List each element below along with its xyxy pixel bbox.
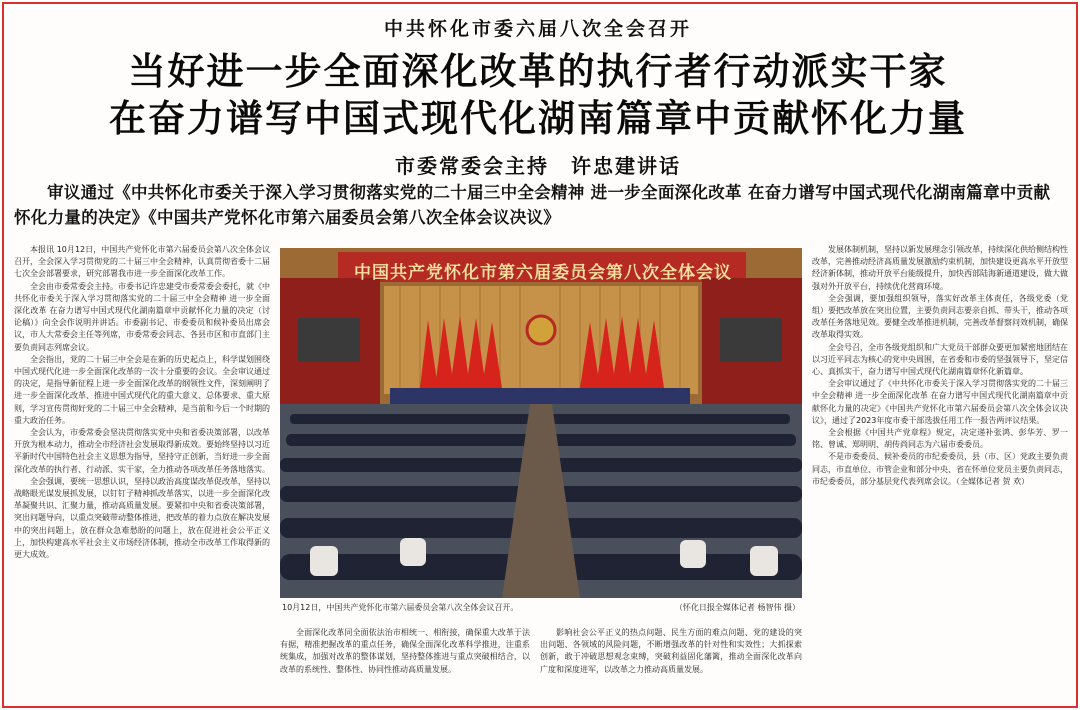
side-screen-right: [720, 318, 782, 362]
photo-credit: （怀化日报全媒体记者 杨智伟 摄）: [674, 603, 800, 612]
article-paragraph: 全会号召，全市各级党组织和广大党员干部群众要更加紧密地团结在以习近平同志为核心的党中央周围，在省委和市委的坚强领导下，坚定信心、真抓实干，奋力谱写中国式现代化湖南篇章怀化新篇章。: [812, 342, 1068, 377]
party-emblem: [527, 316, 555, 344]
article-paragraph: 本报讯 10月12日，中国共产党怀化市第六届委员会第八次全体会议召开，全会深入学习贯彻党的二十届三中全会精神，认真贯彻省委十二届七次全会部署要求，研究部署我市进一步全面深化改革工作。: [14, 245, 270, 279]
headline-line-2: 在奋力谱写中国式现代化湖南篇章中贡献怀化力量: [109, 97, 967, 140]
article-column-mid-1: [280, 627, 530, 692]
article-paragraph: 全会认为，市委常委会坚决贯彻落实党中央和省委决策部署，以改革开放为根本动力，推动全市经济社会发展取得新成效。要始终坚持以习近平新时代中国特色社会主义思想为指导，坚持守正创新，当好进一步全面深化改革的执行者、行动派、实干家，全力推动各项改革任务落地落实。: [14, 428, 270, 474]
article-column-right: [812, 244, 1068, 692]
article-column-left: [14, 244, 270, 692]
article-paragraph: 全会由市委常委会主持。市委书记许忠建受市委常委会委托，就《中共怀化市委关于深入学习贯彻落实党的二十届三中全会精神 进一步全面深化改革 在奋力谱写中国式现代化湖南篇章中贡献怀化力量的决定（讨论稿）》向全会作说明并讲话。市委副书记、市委委员和候补委员出席会议，市人大常委会主任等列席，市委常委会同志、各县市区和市直部门主要负责同志列席会议。: [14, 281, 270, 352]
article-paragraph: 全会强调，要加强组织领导，落实好改革主体责任，各级党委（党组）要把改革放在突出位置，主要负责同志要亲自抓、带头干，推动各项改革任务落地见效。要健全改革推进机制，完善改革督察问效机制，确保改革取得实效。: [812, 293, 1068, 340]
photo-caption: 10月12日，中国共产党怀化市第六届委员会第八次全体会议召开。: [282, 603, 519, 612]
article-paragraph: 全会根据《中国共产党章程》规定，决定递补张鸿、彭华芳、罗一铭、曾诚、郑明明、胡传尚同志为六届市委委员。: [812, 428, 1068, 450]
subhead: 市委常委会主持 许忠建讲话: [395, 154, 681, 178]
meeting-photo: [280, 248, 802, 598]
photo-caption-row: [282, 602, 800, 616]
article-paragraph: 不是市委委员、候补委员的市纪委委员，县（市、区）党政主要负责同志，市直单位、市管企业和部分中央、省在怀单位党员主要负责同志，市纪委委员，部分基层党代表列席会议。（全媒体记者 贺 欢）: [812, 452, 1068, 486]
meeting-hall-illustration: [280, 248, 802, 598]
article-column-mid-2: [540, 627, 802, 692]
article-paragraph: 影响社会公平正义的热点问题、民生方面的难点问题、党的建设的突出问题、各领域的风险问题，不断增强改革的针对性和实效性；大抓探索创新，敢于冲破思想观念束缚，突破利益固化藩篱，推动全面深化改革向广度和深度进军，以改革之力推动高质量发展。: [540, 628, 802, 674]
presidium-table: [390, 388, 690, 404]
kicker-title: 中共怀化市委六届八次全会召开: [383, 18, 692, 40]
article-paragraph: 全面深化改革同全面依法治市相统一、相衔接，确保重大改革于法有据，精准把握改革的重点任务，确保全面深化改革科学推进，注重系统集成，加强对改革的整体谋划，坚持整体推进与重点突破相结合，以改革的系统性、整体性、协同性推动高质量发展。: [280, 628, 530, 674]
article-paragraph: 全会指出，党的二十届三中全会是在新的历史起点上，科学谋划围绕中国式现代化进一步全面深化改革的一次十分重要的会议。全会审议通过的决定，是指导新征程上进一步全面深化改革的纲领性文件，深刻阐明了进一步全面深化改革、推进中国式现代化的重大意义、总体要求、重大原则，学习宣传贯彻好党的二十届三中全会精神，是当前和今后一个时期的重大政治任务。: [14, 354, 270, 425]
article-paragraph: 发展体制机制，坚持以新发展理念引领改革，持续深化供给侧结构性改革，完善推动经济高质量发展激励约束机制，加快建设更高水平开放型经济新体制，推动开放平台能级提升，加快西部陆海新通道建设，做大做强对外开放平台，持续优化营商环境。: [812, 245, 1068, 291]
headline-line-1: 当好进一步全面深化改革的执行者行动派实干家: [128, 50, 948, 93]
article-paragraph: 全会审议通过了《中共怀化市委关于深入学习贯彻落实党的二十届三中全会精神 进一步全面深化改革 在奋力谱写中国式现代化湖南篇章中贡献怀化力量的决定》《中国共产党怀化市第六届委员会第八次全体会议决议》，通过了2023年度市委干部选拔任用工作一报告两评议结果。: [812, 379, 1068, 425]
article-paragraph: 全会强调，要统一思想认识，坚持以政治高度谋改革促改革，坚持以战略眼光谋发展抓发展，以钉钉子精神抓改革落实，以进一步全面深化改革凝聚共识、汇聚力量，推动高质量发展。要紧扣中央和省委决策部署，突出问题导向，以重点突破带动整体推进，把改革的着力点放在解决发展中的突出问题上，放在群众急难愁盼的问题上，放在促进社会公平正义上，加快构建高水平社会主义市场经济体制，推动全市改革工作取得新的更大成效。: [14, 476, 270, 560]
side-screen-left: [298, 318, 360, 362]
meeting-banner-text: 中国共产党怀化市第六届委员会第八次全体会议: [354, 263, 732, 280]
deck-summary: 审议通过《中共怀化市委关于深入学习贯彻落实党的二十届三中全会精神 进一步全面深化改革 在奋力谱写中国式现代化湖南篇章中贡献怀化力量的决定》《中国共产党怀化市第六届委员会第八次全体会议决议》: [14, 183, 1051, 227]
